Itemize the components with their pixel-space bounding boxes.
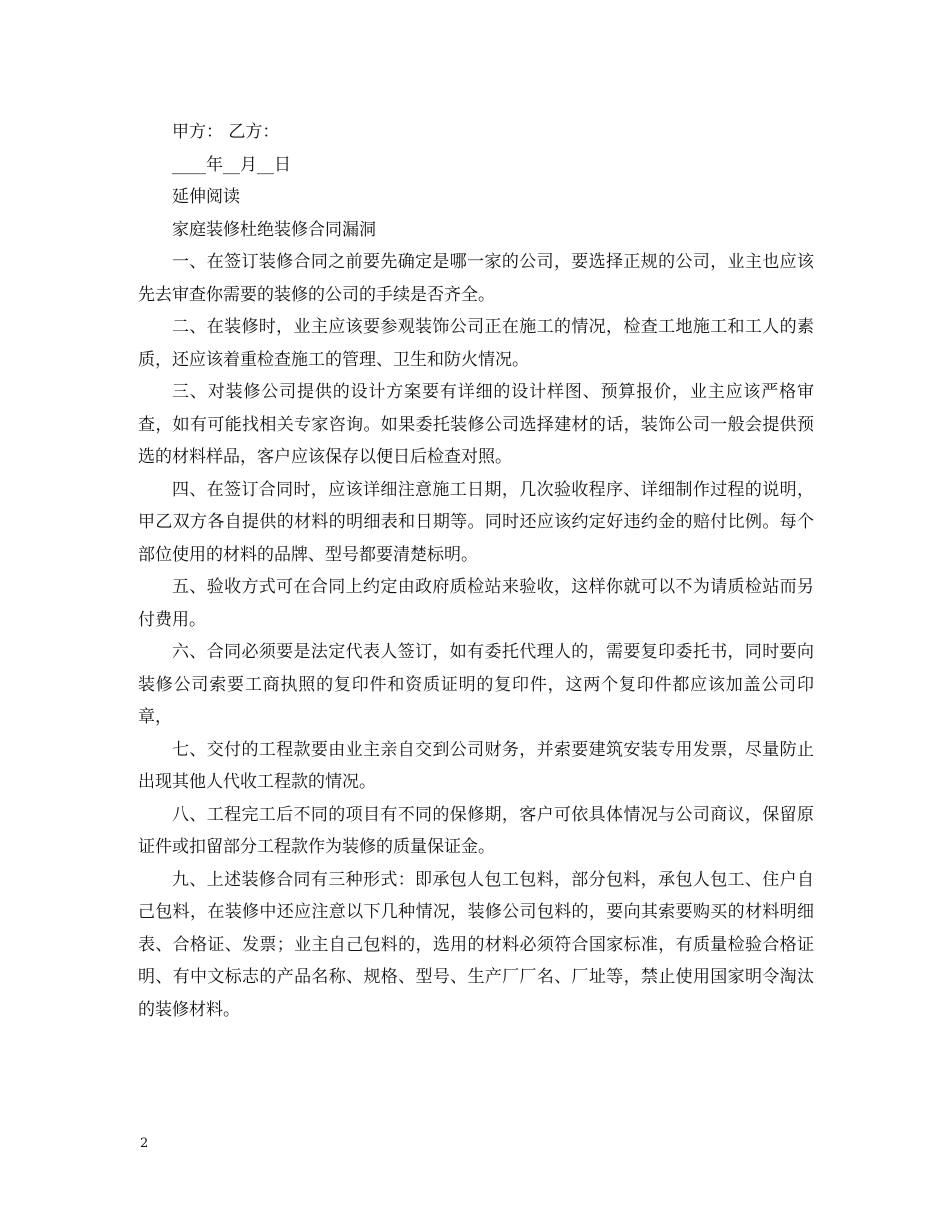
paragraph-3: 三、对装修公司提供的设计方案要有详细的设计样图、预算报价，业主应该严格审查，如有可能找相关专家咨询。如果委托装修公司选择建材的话，装饰公司一般会提供预选的材料样品，客户应该保存以便日后检查对照。 [138,382,814,467]
extended-reading-heading: 延伸阅读 [172,187,240,207]
date-line: ____年__月__日 [172,154,291,175]
paragraph-7: 七、交付的工程款要由业主亲自交到公司财务，并索要建筑安装专用发票，尽量防止出现其他人代收工程款的情况。 [138,739,814,792]
paragraph-1: 一、在签订装修合同之前要先确定是哪一家的公司，要选择正规的公司，业主也应该先去审查你需要的装修的公司的手续是否齐全。 [138,252,814,305]
paragraph-8: 八、工程完工后不同的项目有不同的保修期，客户可依具体情况与公司商议，保留原证件或扣留部分工程款作为装修的质量保证金。 [138,804,814,857]
paragraph-4: 四、在签订合同时，应该详细注意施工日期，几次验收程序、详细制作过程的说明，甲乙双方各自提供的材料的明细表和日期等。同时还应该约定好违约金的赔付比例。每个部位使用的材料的品牌、型号都要清楚标明。 [138,479,814,565]
paragraph-6: 六、合同必须要是法定代表人签订，如有委托代理人的，需要复印委托书，同时要向装修公司索要工商执照的复印件和资质证明的复印件，这两个复印件都应该加盖公司印章， [138,642,814,727]
paragraph-9: 九、上述装修合同有三种形式：即承包人包工包料，部分包料，承包人包工、住户自己包料，在装修中还应注意以下几种情况，装修公司包料的，要向其索要购买的材料明细表、合格证、发票；业主自己包料的，选用的材料必须符合国家标准，有质量检验合格证明、有中文标志的产品名称、规格、型号、生产厂厂名、厂址等，禁止使用国家明令淘汰的装修材料。 [138,869,814,1020]
page-number: 2 [140,1136,149,1151]
document-body [138,116,814,1026]
paragraph-5: 五、验收方式可在合同上约定由政府质检站来验收，这样你就可以不为请质检站而另付费用。 [138,577,814,630]
paragraph-2: 二、在装修时，业主应该要参观装饰公司正在施工的情况，检查工地施工和工人的素质，还应该着重检查施工的管理、卫生和防火情况。 [138,317,814,370]
section-title: 家庭装修杜绝装修合同漏洞 [172,219,376,240]
parties-line: 甲方： 乙方： [172,122,280,142]
